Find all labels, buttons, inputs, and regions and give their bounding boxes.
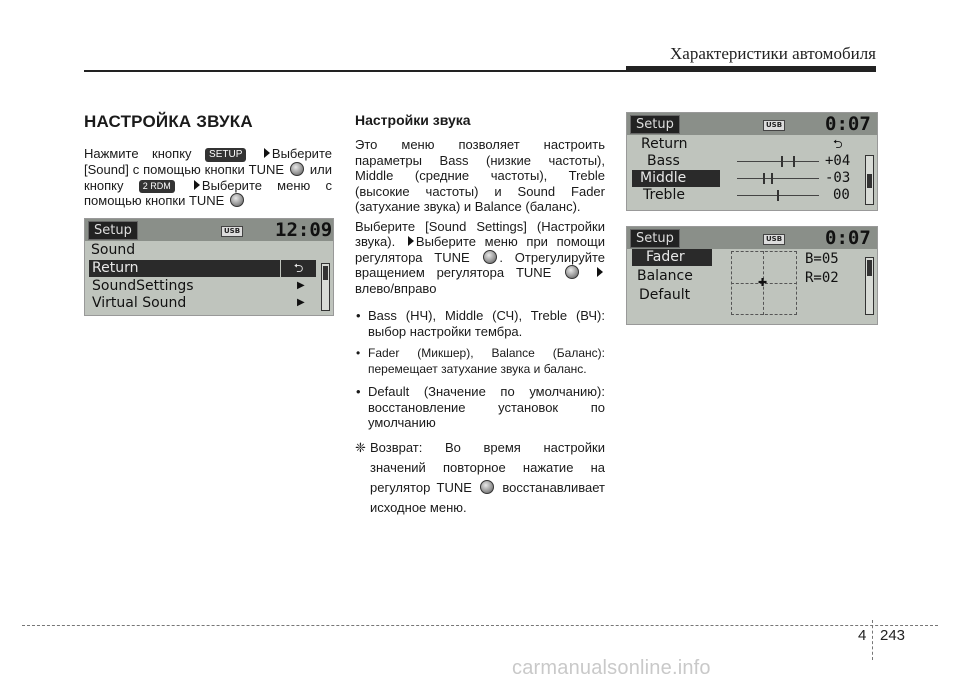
clock: 0:07 bbox=[825, 113, 871, 135]
arrow-right-icon bbox=[194, 180, 200, 190]
screen-title: Setup bbox=[88, 221, 138, 240]
page-number: 243 bbox=[880, 627, 906, 644]
middle-column bbox=[355, 112, 605, 518]
menu-item-bass[interactable]: Bass bbox=[647, 153, 680, 169]
chapter-number: 4 bbox=[858, 627, 867, 644]
selection-text-1: Выберите [Sound Settings] (Настройки звука). bbox=[355, 218, 605, 249]
return-icon: ⮌ bbox=[833, 137, 843, 151]
return-note bbox=[355, 438, 605, 518]
screen-title: Setup bbox=[630, 115, 680, 134]
watermark: carmanualsonline.info bbox=[512, 657, 711, 679]
chevron-right-icon: ▶ bbox=[297, 297, 305, 308]
menu-item-return[interactable]: Return bbox=[89, 260, 280, 277]
note-text-2: восстанавливает исходное меню. bbox=[370, 479, 605, 515]
menu-item-balance[interactable]: Balance bbox=[637, 268, 693, 284]
left-column bbox=[84, 112, 332, 209]
footer-rule bbox=[22, 625, 938, 626]
middle-value: -03 bbox=[825, 170, 851, 186]
scrollbar[interactable] bbox=[321, 263, 330, 311]
menu-item-default[interactable]: Default bbox=[639, 287, 691, 303]
scrollbar[interactable] bbox=[865, 155, 874, 205]
selection-text-4: влево/вправо bbox=[355, 280, 437, 296]
menu-item-middle[interactable]: Middle bbox=[632, 170, 720, 187]
note-text-1: Возврат: Во время настройки значений повторное нажатие на регулятор TUNE bbox=[370, 439, 605, 495]
return-icon: ⮌ bbox=[281, 260, 316, 277]
scrollbar-thumb[interactable] bbox=[867, 260, 872, 276]
slider-thumb[interactable] bbox=[793, 156, 795, 167]
sound-menu-screen bbox=[84, 218, 334, 316]
menu-section-title: Sound bbox=[91, 242, 136, 258]
arrow-right-icon bbox=[408, 236, 414, 246]
selection-paragraph bbox=[355, 219, 605, 297]
instruction-text-3: или кнопку bbox=[84, 162, 332, 193]
list-item: • Default (Значение по умолчанию): восстановление установок по умолчанию bbox=[355, 384, 605, 431]
tune-knob-icon bbox=[565, 265, 579, 279]
slider-thumb[interactable] bbox=[763, 173, 765, 184]
balance-value: R=02 bbox=[805, 270, 839, 286]
list-item: • Fader (Микшер), Balance (Баланс): перемещает затухание звука и баланс. bbox=[355, 346, 605, 377]
treble-value: 00 bbox=[833, 187, 850, 203]
fader-balance-screen bbox=[626, 226, 878, 325]
header-rule-accent bbox=[626, 66, 876, 72]
slider-thumb[interactable] bbox=[771, 173, 773, 184]
fader-value: B=05 bbox=[805, 251, 839, 267]
rdm-key-icon: 2 RDM bbox=[139, 180, 175, 193]
menu-item-treble[interactable]: Treble bbox=[643, 187, 685, 203]
tune-knob-icon bbox=[480, 480, 494, 494]
scrollbar-thumb[interactable] bbox=[323, 266, 328, 280]
usb-badge: USB bbox=[763, 234, 785, 245]
scrollbar-thumb[interactable] bbox=[867, 174, 872, 188]
footer-divider bbox=[872, 620, 873, 660]
screen-title: Setup bbox=[630, 229, 680, 248]
tone-settings-screen bbox=[626, 112, 878, 211]
usb-badge: USB bbox=[763, 120, 785, 131]
treble-slider[interactable] bbox=[737, 195, 819, 196]
clock: 12:09 bbox=[275, 219, 333, 241]
slider-thumb[interactable] bbox=[781, 156, 783, 167]
instruction-text-2: Выберите [Sound] с помощью кнопки TUNE bbox=[84, 146, 332, 177]
options-list bbox=[355, 308, 605, 431]
clock: 0:07 bbox=[825, 227, 871, 249]
instructions-paragraph bbox=[84, 146, 332, 209]
menu-item-return[interactable]: Return bbox=[641, 136, 688, 152]
description-paragraph: Это меню позволяет настроить параметры Bass (низкие частоты), Middle (средние частоты), Treble (высокие частоты) и Sound Fader (затухание звука) и Balance (баланс). bbox=[355, 137, 605, 214]
menu-item-sound-settings[interactable]: SoundSettings bbox=[92, 278, 194, 294]
section-heading: НАСТРОЙКА ЗВУКА bbox=[84, 112, 253, 131]
running-header: Характеристики автомобиля bbox=[670, 44, 876, 63]
selection-text-3: . Отрегулируйте вращением регулятора TUNE bbox=[355, 249, 605, 280]
balance-position-icon: ✚ bbox=[758, 276, 768, 289]
tune-knob-icon bbox=[290, 162, 304, 176]
instruction-text-4: Выберите меню с помощью кнопки TUNE bbox=[84, 177, 332, 208]
selection-text-2: Выберите меню при помощи регулятора TUNE bbox=[355, 234, 605, 265]
list-item: • Bass (НЧ), Middle (СЧ), Treble (ВЧ): выбор настройки тембра. bbox=[355, 308, 605, 339]
subsection-heading: Настройки звука bbox=[355, 112, 471, 128]
tune-knob-icon bbox=[230, 193, 244, 207]
menu-item-virtual-sound[interactable]: Virtual Sound bbox=[92, 295, 187, 311]
slider-thumb[interactable] bbox=[777, 190, 779, 201]
instruction-text-1: Нажмите кнопку bbox=[84, 146, 192, 161]
scrollbar[interactable] bbox=[865, 257, 874, 315]
arrow-right-icon bbox=[597, 267, 603, 277]
middle-slider[interactable] bbox=[737, 178, 819, 179]
usb-badge: USB bbox=[221, 226, 243, 237]
chevron-right-icon: ▶ bbox=[297, 280, 305, 291]
tune-knob-icon bbox=[483, 250, 497, 264]
menu-item-fader[interactable]: Fader bbox=[632, 249, 712, 266]
bass-value: +04 bbox=[825, 153, 851, 169]
arrow-right-icon bbox=[264, 148, 270, 158]
setup-key-icon: SETUP bbox=[205, 148, 246, 162]
bass-slider[interactable] bbox=[737, 161, 819, 162]
note-icon: ❈ bbox=[355, 439, 366, 455]
